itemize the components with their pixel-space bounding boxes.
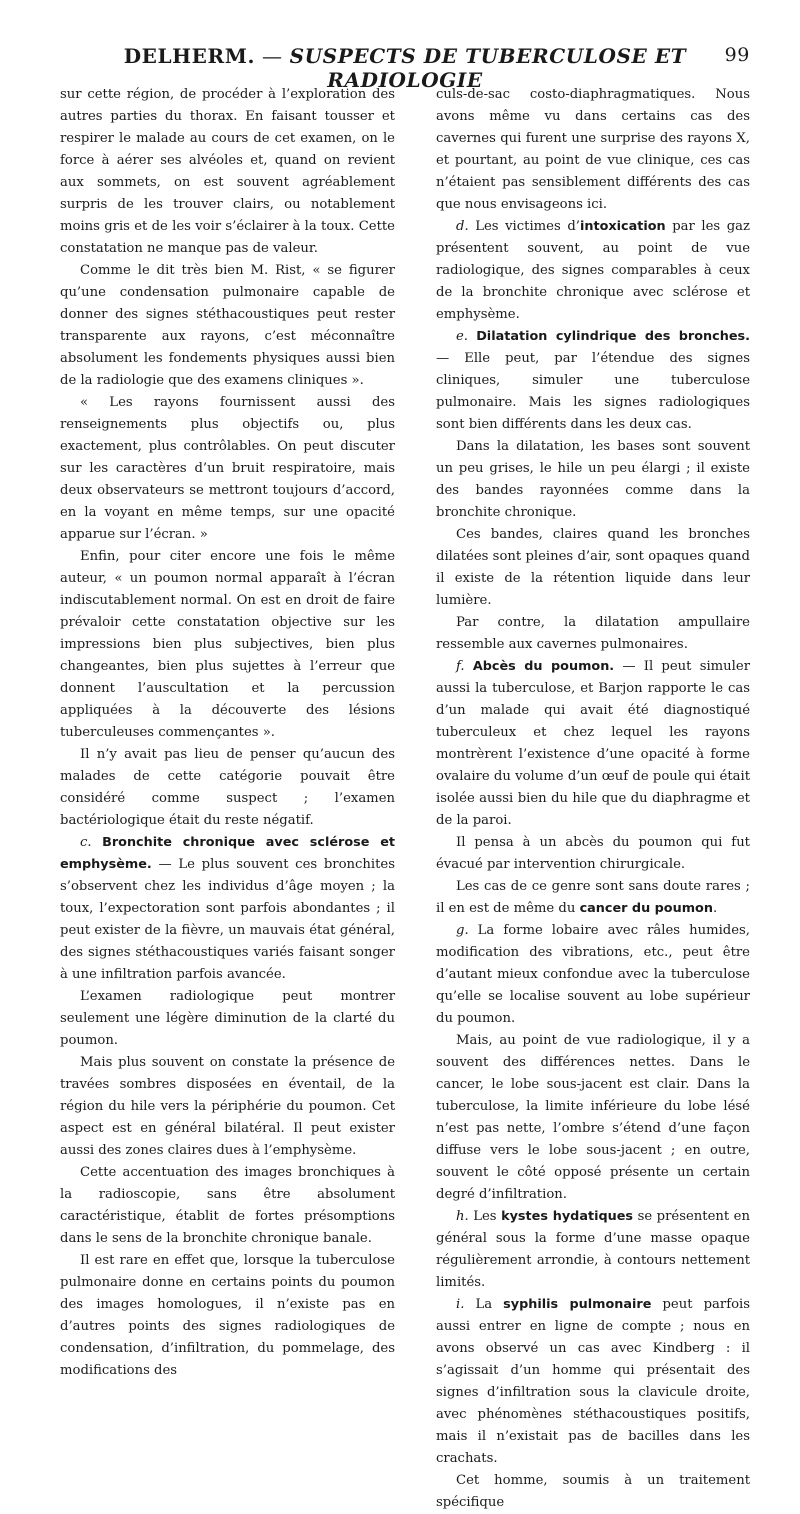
text-run: — Le plus souvent ces bronchites s’observent chez les individus d’âge moyen ; la toux, l’expectoration sont parfois abondantes ; il peut exister de la fièvre, un mauvais état général, des signes stéthacoustiques variés faisant songer à une infiltration parfois avancée.: [60, 857, 395, 982]
section-letter: f.: [456, 659, 473, 674]
paragraph: [60, 1162, 395, 1250]
text-run: Il n’y avait pas lieu de penser qu’aucun des malades de cette catégorie pouvait être considéré comme suspect ; l’examen bactériologique était du reste négatif.: [60, 747, 395, 828]
section-letter: d.: [456, 219, 476, 234]
text-run: Les: [473, 1209, 502, 1224]
page-number: 99: [724, 44, 750, 66]
text-run: Cet homme, soumis à un traitement spécifique: [436, 1473, 750, 1510]
text-run: se présentent en général sous la forme d’une masse opaque régulièrement arrondie, à contours nettement limités.: [436, 1209, 750, 1290]
bold-heading: Dilatation cylindrique des bronches.: [476, 329, 750, 344]
text-run: L’examen radiologique peut montrer seulement une légère diminution de la clarté du poumon.: [60, 989, 395, 1048]
paragraph: [436, 1206, 750, 1294]
bold-heading: intoxication: [579, 219, 666, 234]
text-run: — Elle peut, par l’étendue des signes cliniques, simuler une tuberculose pulmonaire. Mais les signes radiologiques sont bien différents dans les deux cas.: [436, 351, 750, 432]
paragraph: [60, 744, 395, 832]
section-letter: g.: [456, 923, 478, 938]
paragraph: [436, 216, 750, 326]
text-run: Dans la dilatation, les bases sont souvent un peu grises, le hile un peu élargi ; il existe des bandes rayonnées comme dans la bronchite chronique.: [436, 439, 750, 520]
section-letter: e.: [456, 329, 477, 344]
text-run: peut parfois aussi entrer en ligne de compte ; nous en avons observé un cas avec Kindberg : il s’agissait d’un homme qui présentait des signes d’infiltration sous la clavicule droite, avec phénomènes stéthacoustiques positifs, mais il n’existait pas de bacilles dans les crachats.: [436, 1297, 751, 1466]
paragraph: [60, 986, 395, 1052]
paragraph: [60, 84, 395, 260]
text-run: sur cette région, de procéder à l’exploration des autres parties du thorax. En faisant tousser et respirer le malade au cours de cet examen, on le force à aérer ses alvéoles et, quand on revient aux sommets, on est souvent agréablement surpris de les trouver clairs, ou notablement moins gris et de les voir s’éclairer à la toux. Cette constatation ne manque pas de valeur.: [60, 87, 395, 256]
text-run: Mais plus souvent on constate la présence de travées sombres disposées en éventail, de la région du hile vers la périphérie du poumon. Cet aspect est en général bilatéral. Il peut exister aussi des zones claires dues à l’emphysème.: [60, 1055, 395, 1158]
header-separator: —: [255, 44, 290, 68]
paragraph: [436, 656, 750, 832]
paragraph: [436, 436, 750, 524]
bold-heading: Abcès du poumon.: [472, 659, 615, 674]
text-run: Les victimes d’: [475, 219, 580, 234]
section-letter: h.: [456, 1209, 474, 1224]
text-run: Il pensa à un abcès du poumon qui fut évacué par intervention chirurgicale.: [436, 835, 750, 872]
text-run: Comme le dit très bien M. Rist, « se figurer qu’une condensation pulmonaire capable de donner des signes stéthacoustiques peut rester transparente aux rayons, c’est méconnaître absolument les fondements physiques aussi bien de la radiologie que des examens cliniques ».: [60, 263, 395, 388]
header-title: SUSPECTS DE TUBERCULOSE ET RADIOLOGIE: [289, 44, 687, 92]
text-run: — Il peut simuler aussi la tuberculose, et Barjon rapporte le cas d’un malade qui avait été diagnostiqué tuberculeux et chez lequel les rayons montrèrent l’existence d’une opacité à forme ovalaire du volume d’un œuf de poule qui était isolée aussi bien du hile que du diaphragme et de la paroi.: [436, 659, 751, 828]
text-run: Les cas de ce genre sont sans doute rares ; il en est de même du: [436, 879, 750, 916]
text-run: par les gaz présentent souvent, au point de vue radiologique, des signes comparables à ceux de la bronchite chronique avec sclérose et emphysème.: [436, 219, 750, 322]
paragraph: [436, 832, 750, 876]
paragraph: [436, 612, 750, 656]
text-run: « Les rayons fournissent aussi des renseignements plus objectifs ou, plus exactement, plus contrôlables. On peut discuter sur les caractères d’un bruit respiratoire, mais deux observateurs se mettront toujours d’accord, en la voyant en même temps, sur une opacité apparue sur l’écran. »: [60, 395, 395, 542]
running-header: [60, 44, 750, 92]
paragraph: [60, 546, 395, 744]
paragraph: [436, 326, 750, 436]
text-run: .: [712, 901, 718, 916]
text-run: Mais, au point de vue radiologique, il y a souvent des différences nettes. Dans le cancer, le lobe sous-jacent est clair. Dans la tuberculose, la limite inférieure du lobe lésé n’est pas nette, l’ombre s’étend d’une façon diffuse vers le lobe sous-jacent ; en outre, souvent le côté opposé présente un certain degré d’infiltration.: [436, 1033, 750, 1202]
bold-heading: cancer du poumon: [579, 901, 713, 916]
text-columns: [60, 84, 750, 1514]
paragraph: [60, 1250, 395, 1382]
paragraph: [436, 84, 750, 216]
paragraph: [60, 260, 395, 392]
paragraph: [436, 876, 750, 920]
text-run: culs-de-sac costo-diaphragmatiques. Nous avons même vu dans certains cas des cavernes qui furent une surprise des rayons X, et pourtant, au point de vue clinique, ces cas n’étaient pas sensiblement différents des cas que nous envisageons ici.: [436, 87, 750, 212]
paragraph: [60, 832, 395, 986]
text-run: La: [475, 1297, 504, 1312]
left-column: [60, 84, 395, 1514]
right-column: [436, 84, 750, 1514]
paragraph: [436, 920, 750, 1030]
text-run: Il est rare en effet que, lorsque la tuberculose pulmonaire donne en certains points du poumon des images homologues, il n’existe pas en d’autres points des signes radiologiques de condensation, d’infiltration, du pommelage, des modifications des: [60, 1253, 395, 1378]
section-letter: i.: [456, 1297, 476, 1312]
paragraph: [436, 1470, 750, 1514]
paragraph: [60, 392, 395, 546]
paragraph: [436, 1030, 750, 1206]
text-run: Enfin, pour citer encore une fois le même auteur, « un poumon normal apparaît à l’écran indiscutablement normal. On est en droit de faire prévaloir cette constatation objective sur les impressions bien plus subjectives, bien plus changeantes, bien plus sujettes à l’erreur que donnent l’auscultation et la percussion appliquées à la découverte des lésions tuberculeuses commençantes ».: [60, 549, 395, 740]
text-run: Par contre, la dilatation ampullaire ressemble aux cavernes pulmonaires.: [436, 615, 750, 652]
text-run: Ces bandes, claires quand les bronches dilatées sont pleines d’air, sont opaques quand il existe de la rétention liquide dans leur lumière.: [436, 527, 750, 608]
bold-heading: Bronchite chronique avec sclérose et emphysème.: [60, 835, 395, 872]
section-letter: c.: [80, 835, 103, 850]
paragraph: [436, 524, 750, 612]
header-author: DELHERM.: [123, 44, 256, 68]
bold-heading: kystes hydatiques: [501, 1209, 634, 1224]
bold-heading: syphilis pulmonaire: [503, 1297, 652, 1312]
text-run: Cette accentuation des images bronchiques à la radioscopie, sans être absolument caractéristique, établit de fortes présomptions dans le sens de la bronchite chronique banale.: [60, 1165, 395, 1246]
paragraph: [436, 1294, 750, 1470]
text-run: La forme lobaire avec râles humides, modification des vibrations, etc., peut être d’autant mieux confondue avec la tuberculose qu’elle se localise souvent au lobe supérieur du poumon.: [436, 923, 750, 1026]
